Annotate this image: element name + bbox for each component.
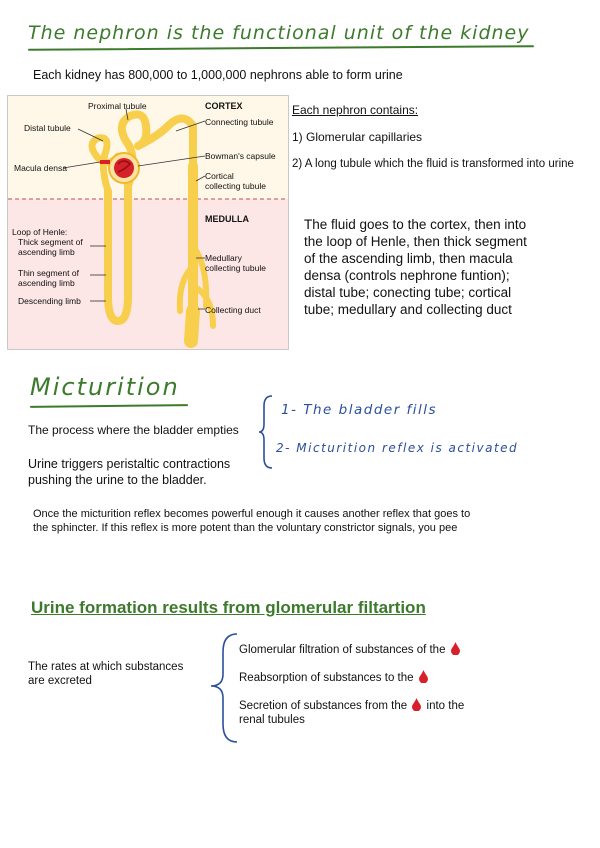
subtitle: Each kidney has 800,000 to 1,000,000 nephrons able to form urine <box>33 68 403 82</box>
label-thin-segment: Thin segment of ascending limb <box>18 268 79 288</box>
page-title <box>28 22 530 44</box>
label-medullary-collecting: Medullary collecting tubule <box>205 253 266 273</box>
micturition-process: The process where the bladder empties <box>28 423 239 437</box>
fluid-flow-paragraph: The fluid goes to the cortex, then into the loop of Henle, then thick segment of the ascending limb, then macula densa (controls nephrone funtion); distal tube; conecting tube; cortical tube; medullary and collecting duct <box>304 217 527 317</box>
formation-item-filtration: Glomerular filtration of substances of the <box>239 642 462 656</box>
label-cortex: CORTEX <box>205 101 243 111</box>
label-loop-of-henle: Loop of Henle: Thick segment of ascending limb <box>12 227 83 257</box>
blood-drop-icon <box>451 642 460 655</box>
formation-item-reabsorption: Reabsorption of substances to the <box>239 670 430 684</box>
urine-peristalsis-text: Urine triggers peristaltic contractions pushing the urine to the bladder. <box>28 457 231 487</box>
formation-item-secretion: Secretion of substances from the into the renal tubules <box>239 700 465 726</box>
blood-drop-icon <box>412 698 421 711</box>
micturition-step-2: 2- Micturition reflex is activated <box>276 441 519 455</box>
label-cortical-collecting: Cortical collecting tubule <box>205 171 266 191</box>
label-collecting-duct: Collecting duct <box>205 305 261 315</box>
urine-formation-title: Urine formation results from glomerular filtartion <box>31 598 426 617</box>
nephron-diagram <box>7 95 289 350</box>
label-medulla: MEDULLA <box>205 214 249 224</box>
blood-drop-icon <box>419 670 428 683</box>
label-bowmans-capsule: Bowman's capsule <box>205 151 276 161</box>
label-macula-densa: Macula densa <box>14 163 67 173</box>
page-title-text: The nephron is the functional unit of the kidney <box>28 22 530 44</box>
curly-brace-icon <box>207 632 241 744</box>
label-distal-tubule: Distal tubule <box>24 123 71 133</box>
nephron-contains-heading: Each nephron contains: <box>292 103 419 117</box>
micturition-step-1: 1- The bladder fills <box>281 402 438 418</box>
micturition-title: Micturition <box>30 373 180 401</box>
label-connecting-tubule: Connecting tubule <box>205 117 274 127</box>
title-underline <box>28 45 534 51</box>
micturition-reflex-text: Once the micturition reflex becomes powerful enough it causes another reflex that goes to the sphincter. If this reflex is more potent than the voluntary constrictor signals, you pee <box>33 508 471 534</box>
label-descending-limb: Descending limb <box>18 296 81 306</box>
excretion-rates-text: The rates at which substances are excreted <box>28 661 184 687</box>
nephron-contains-item-2: 2) A long tubule which the fluid is transformed into urine <box>292 158 574 170</box>
nephron-contains-item-1: 1) Glomerular capillaries <box>292 130 423 144</box>
brace-icon <box>258 394 274 470</box>
label-proximal-tubule: Proximal tubule <box>88 101 147 111</box>
micturition-underline <box>30 404 188 408</box>
macula-densa-shape <box>100 160 110 164</box>
